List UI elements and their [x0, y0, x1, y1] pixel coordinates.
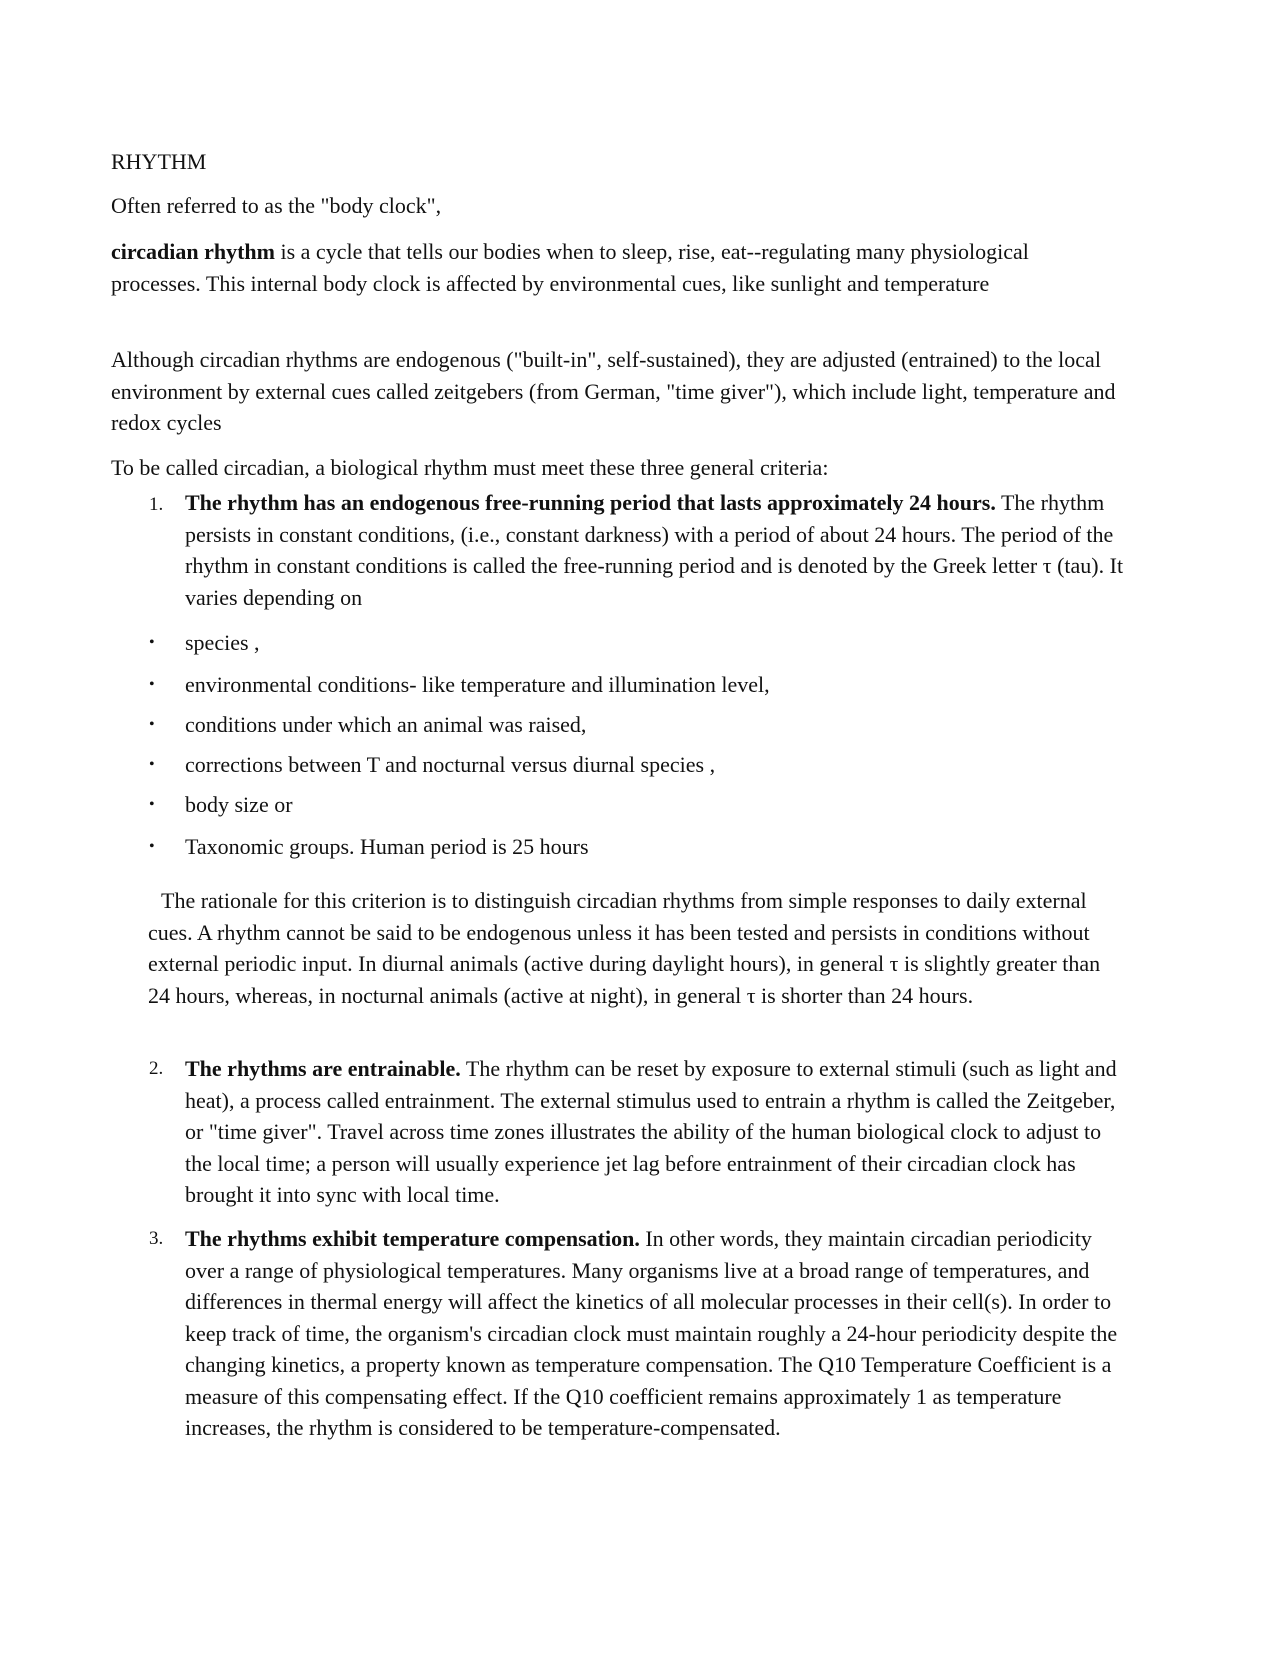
- criterion-item: [185, 1223, 1125, 1444]
- paragraph-entrainment: Although circadian rhythms are endogenous ("built-in", self-sustained), they are adjusted (entrained) to the local environment by external cues called zeitgebers (from German, "time giver"), which include light, temperature and redox cycles: [111, 347, 1116, 435]
- list-item: conditions under which an animal was raised,: [185, 712, 587, 737]
- criterion-item: [185, 487, 1125, 613]
- bullet-icon: •: [149, 634, 155, 651]
- paragraph-definition: [111, 236, 1121, 299]
- bullet-icon: •: [149, 676, 155, 693]
- document-title: RHYTHM: [111, 149, 207, 174]
- criterion-text: The rhythm persists in constant conditions, (i.e., constant darkness) with a period of about 24 hours. The period of the rhythm in constant conditions is called the free-running period and is denoted by the Greek letter τ (tau). It varies depending on: [185, 490, 1124, 610]
- paragraph-criteria-intro: To be called circadian, a biological rhythm must meet these three general criteria:: [111, 455, 829, 480]
- list-item: species ,: [185, 630, 260, 655]
- bullet-icon: •: [149, 756, 155, 773]
- rationale-paragraph: The rationale for this criterion is to distinguish circadian rhythms from simple responses to daily external cues. A rhythm cannot be said to be endogenous unless it has been tested and persists in conditions without external periodic input. In diurnal animals (active during daylight hours), in general τ is slightly greater than 24 hours, whereas, in nocturnal animals (active at night), in general τ is shorter than 24 hours.: [148, 888, 1101, 1008]
- bullet-icon: •: [149, 716, 155, 733]
- intro-line: Often referred to as the "body clock",: [111, 193, 442, 218]
- criterion-text: The rhythm can be reset by exposure to external stimuli (such as light and heat), a process called entrainment. The external stimulus used to entrain a rhythm is called the Zeitgeber, or "time giver". Travel across time zones illustrates the ability of the human biological clock to adjust to the local time; a person will usually experience jet lag before entrainment of their circadian clock has brought it into sync with local time.: [185, 1056, 1117, 1207]
- list-item: corrections between T and nocturnal versus diurnal species ,: [185, 752, 716, 777]
- bullet-icon: •: [149, 796, 155, 813]
- list-number: 2.: [149, 1058, 164, 1079]
- list-item: body size or: [185, 792, 293, 817]
- criterion-text: In other words, they maintain circadian periodicity over a range of physiological temperatures. Many organisms live at a broad range of temperatures, and differences in thermal energy will affect the kinetics of all molecular processes in their cell(s). In order to keep track of time, the organism's circadian clock must maintain roughly a 24-hour periodicity despite the changing kinetics, a property known as temperature compensation. The Q10 Temperature Coefficient is a measure of this compensating effect. If the Q10 coefficient remains approximately 1 as temperature increases, the rhythm is considered to be temperature-compensated.: [185, 1226, 1118, 1440]
- criterion-heading: The rhythm has an endogenous free-running period that lasts approximately 24 hours.: [185, 490, 996, 515]
- criterion-item: [185, 1053, 1125, 1211]
- definition-term: circadian rhythm: [111, 239, 275, 264]
- list-number: 3.: [149, 1228, 164, 1249]
- list-number: 1.: [149, 494, 164, 515]
- list-item: Taxonomic groups. Human period is 25 hours: [185, 834, 589, 859]
- criterion-heading: The rhythms are entrainable.: [185, 1056, 461, 1081]
- criterion-heading: The rhythms exhibit temperature compensation.: [185, 1226, 640, 1251]
- list-item: environmental conditions- like temperature and illumination level,: [185, 672, 770, 697]
- definition-text: is a cycle that tells our bodies when to sleep, rise, eat--regulating many physiological processes. This internal body clock is affected by environmental cues, like sunlight and temperature: [111, 239, 1029, 296]
- bullet-icon: •: [149, 838, 155, 855]
